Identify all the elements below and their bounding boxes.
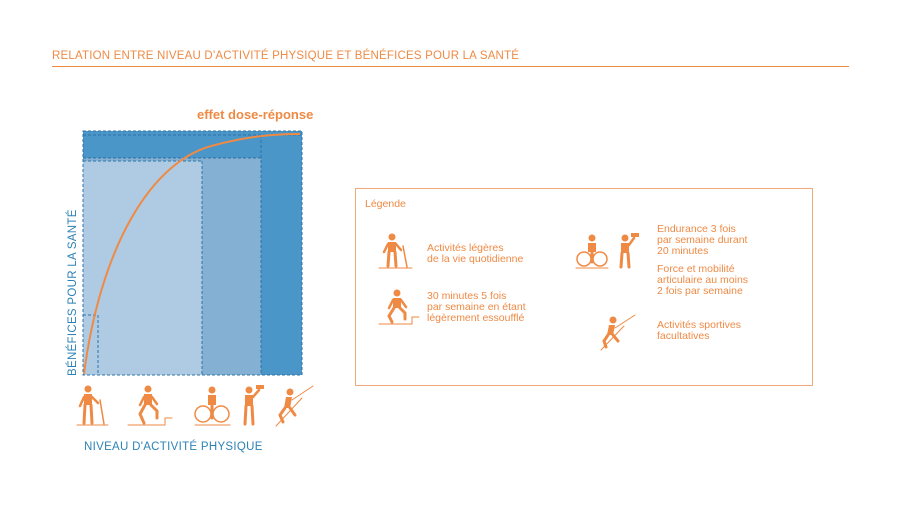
skiing-icon <box>276 386 313 426</box>
stair-climbing-icon <box>128 386 172 426</box>
legend-item-30-minutes: 30 minutes 5 fois par semaine en étant légèrement essoufflé <box>427 290 526 324</box>
legend-item-light-activity: Activités légères de la vie quotidienne <box>427 242 524 265</box>
y-axis-label: BÉNÉFICES POUR LA SANTÉ <box>67 209 79 376</box>
cycling-icon <box>195 387 230 426</box>
curve-label: effet dose-réponse <box>197 107 314 122</box>
legend-item-sports: Activités sportives facultatives <box>657 319 742 342</box>
legend-title: Légende <box>365 198 406 210</box>
legend-item-strength: Force et mobilité articulaire au moins 2 fois par semaine <box>657 263 749 297</box>
x-axis-label: NIVEAU D'ACTIVITÉ PHYSIQUE <box>84 441 263 453</box>
walking-stick-icon <box>77 386 108 426</box>
weights-icon <box>245 385 264 424</box>
legend-item-endurance: Endurance 3 fois par semaine durant 20 minutes <box>657 223 748 257</box>
level-1-area <box>83 161 202 375</box>
page-title: RELATION ENTRE NIVEAU D'ACTIVITÉ PHYSIQUE ET BÉNÉFICES POUR LA SANTÉ <box>52 50 520 62</box>
